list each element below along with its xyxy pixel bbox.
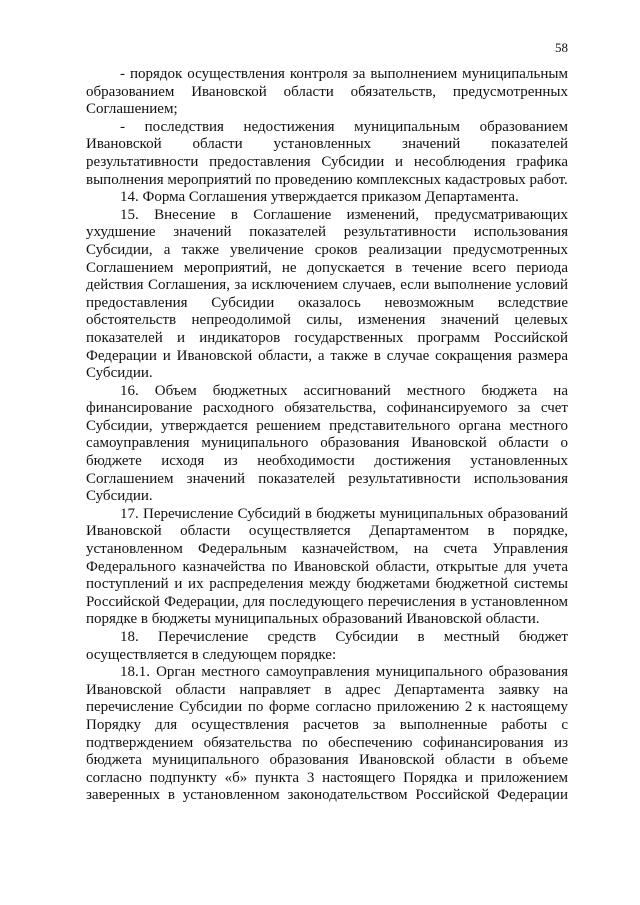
paragraph-17: 17. Перечисление Субсидий в бюджеты муниципальных образований Ивановской области осуществляется Департаментом в порядке, установленном Федеральным казначейством, на счета Управления Федерального казначейства по Ивановской области, открытые для учета поступлений и их распределения между бюджетами бюджетной системы Российской Федерации, для последующего перечисления в установленном порядке в бюджеты муниципальных образований Ивановской области. [86, 505, 568, 628]
paragraph-18: 18. Перечисление средств Субсидии в местный бюджет осуществляется в следующем порядке: [86, 629, 568, 663]
paragraph-control-procedure: - порядок осуществления контроля за выполнением муниципальным образованием Ивановской области обязательств, предусмотренных Соглашением; [86, 66, 568, 118]
page-number: 58 [555, 40, 568, 55]
paragraph-14: 14. Форма Соглашения утверждается приказом Департамента. [120, 189, 519, 206]
paragraph-15: 15. Внесение в Соглашение изменений, предусматривающих ухудшение значений показателей результативности использования Субсидии, а также увеличение сроков реализации предусмотренных Соглашением мероприятий, не допускается в течение всего периода действия Соглашения, за исключением случаев, если выполнение условий предоставления Субсидии оказалось невозможным вследствие обстоятельств непреодолимой силы, изменения значений целевых показателей и индикаторов государственных программ Российской Федерации и Ивановской области, а также в случае сокращения размера Субсидии. [86, 206, 568, 382]
document-body [86, 66, 568, 805]
paragraph-consequences: - последствия недостижения муниципальным образованием Ивановской области установленных значений показателей результативности предоставления Субсидии и несоблюдения графика выполнения мероприятий по проведению комплексных кадастровых работ. [86, 118, 568, 188]
paragraph-16: 16. Объем бюджетных ассигнований местного бюджета на финансирование расходного обязательства, софинансируемого за счет Субсидии, утверждается решением представительного органа местного самоуправления муниципального образования Ивановской области о бюджете исходя из необходимости достижения установленных Соглашением значений показателей результативности использования Субсидии. [86, 382, 568, 505]
paragraph-18-1: 18.1. Орган местного самоуправления муниципального образования Ивановской области направляет в адрес Департамента заявку на перечисление Субсидии по форме согласно приложению 2 к настоящему Порядку для осуществления расчетов за выполненные работы с подтверждением обязательства по обеспечению софинансирования из бюджета муниципального образования Ивановской области в объеме согласно подпункту «б» пункта 3 настоящего Порядка и приложением заверенных в установленном законодательством Российской Федерации [86, 664, 568, 804]
